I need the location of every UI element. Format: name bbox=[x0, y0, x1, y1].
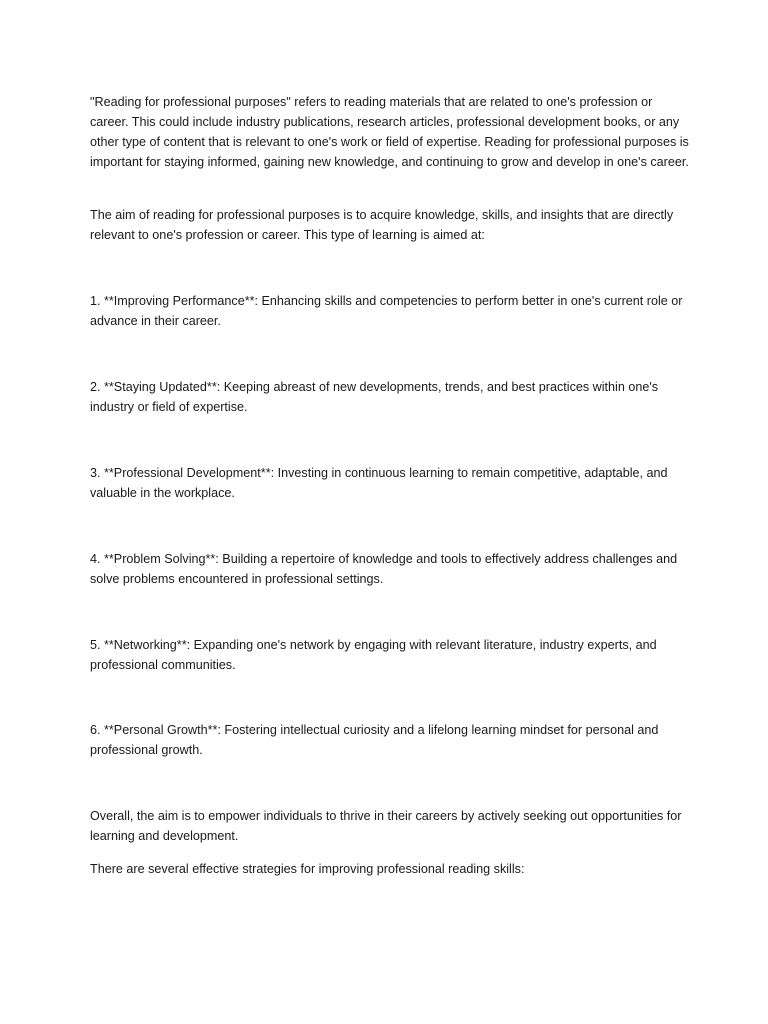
strategies-paragraph: There are several effective strategies for improving professional reading skills: bbox=[90, 862, 525, 876]
aim-paragraph: The aim of reading for professional purposes is to acquire knowledge, skills, and insights that are directly relevant to one's profession or career. This type of learning is aimed at: bbox=[90, 208, 674, 242]
list-item-professional-development: 3. **Professional Development**: Investing in continuous learning to remain competitive, adaptable, and valuable in the workplace. bbox=[90, 466, 668, 500]
list-item-networking: 5. **Networking**: Expanding one's network by engaging with relevant literature, industry experts, and professional communities. bbox=[90, 638, 657, 672]
intro-paragraph: "Reading for professional purposes" refers to reading materials that are related to one's profession or career. This could include industry publications, research articles, professional development books, or any other type of content that is relevant to one's work or field of expertise. Reading for professional purposes is important for staying informed, gaining new knowledge, and continuing to grow and develop in one's career. bbox=[90, 95, 689, 169]
list-item-problem-solving: 4. **Problem Solving**: Building a repertoire of knowledge and tools to effectively address challenges and solve problems encountered in professional settings. bbox=[90, 552, 678, 586]
list-item-personal-growth: 6. **Personal Growth**: Fostering intellectual curiosity and a lifelong learning mindset for personal and professional growth. bbox=[90, 723, 659, 757]
list-item-improving-performance: 1. **Improving Performance**: Enhancing skills and competencies to perform better in one's current role or advance in their career. bbox=[90, 294, 683, 328]
list-item-staying-updated: 2. **Staying Updated**: Keeping abreast of new developments, trends, and best practices within one's industry or field of expertise. bbox=[90, 380, 659, 414]
overall-paragraph: Overall, the aim is to empower individuals to thrive in their careers by actively seeking out opportunities for learning and development. bbox=[90, 809, 682, 843]
